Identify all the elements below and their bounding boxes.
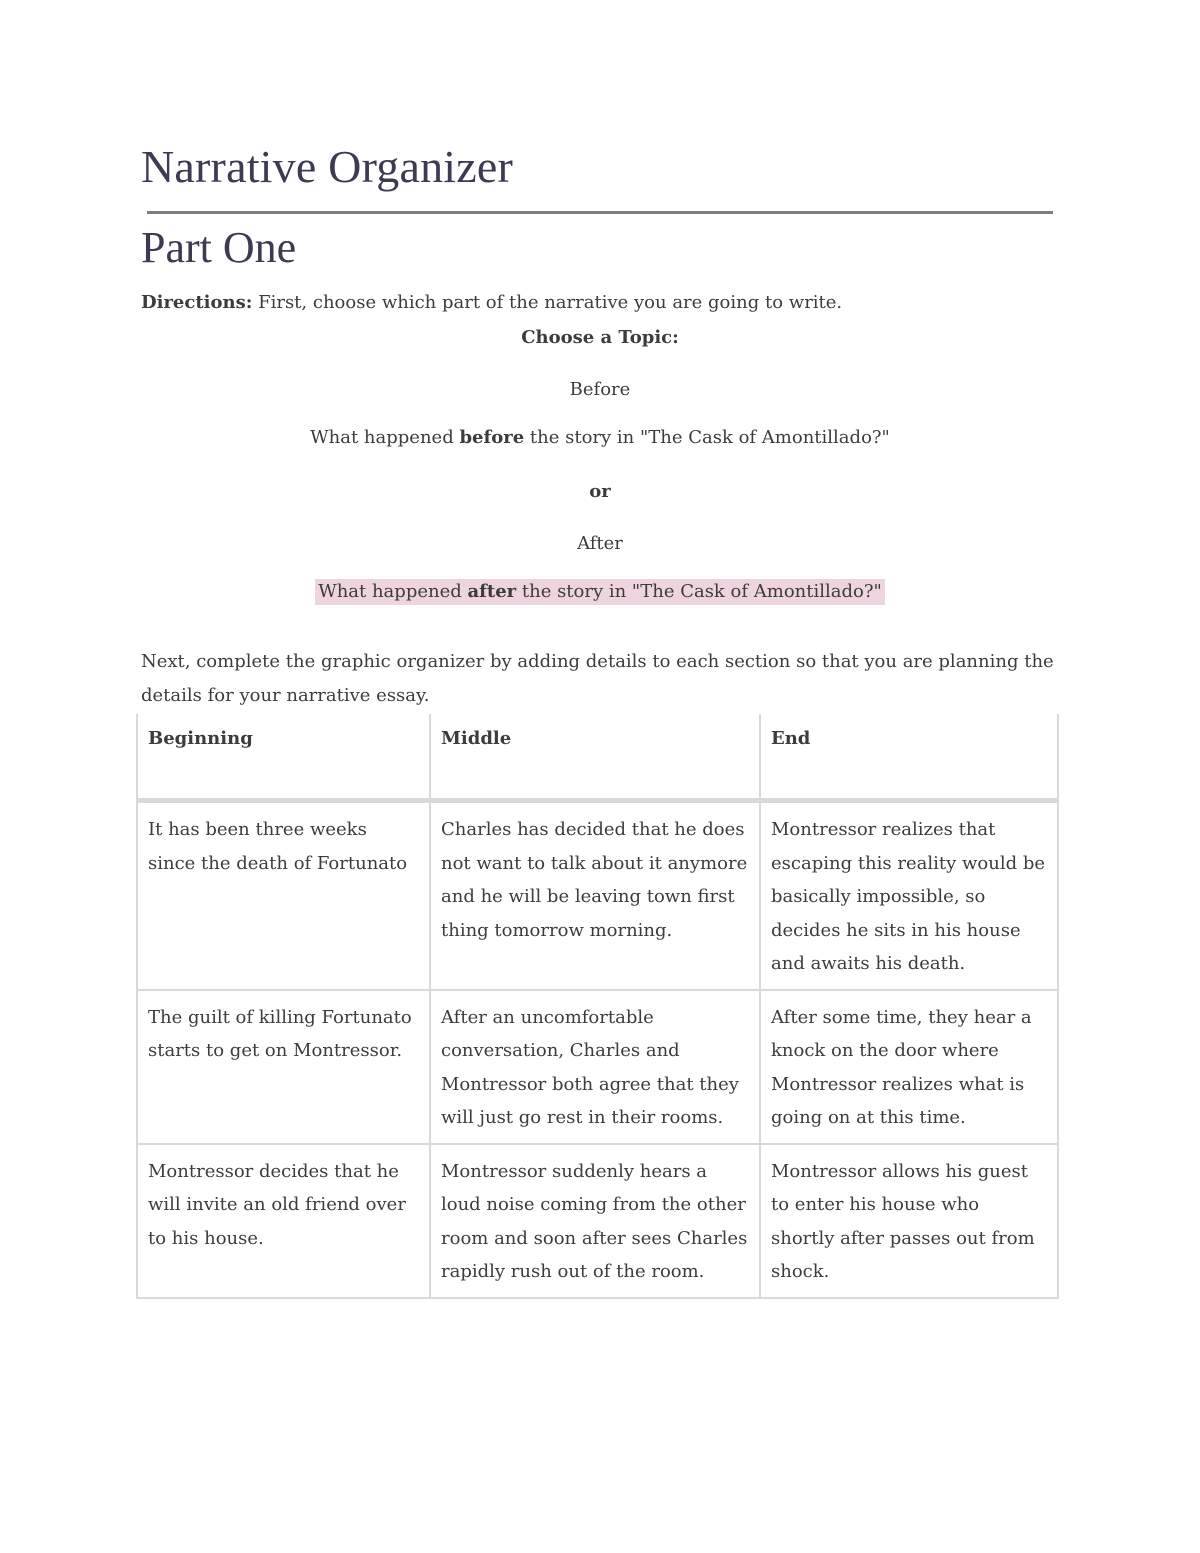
option-after-highlight [315, 579, 885, 605]
table-cell: The guilt of killing Fortunato starts to get on Montressor. [137, 990, 430, 1144]
directions-text: First, choose which part of the narrative you are going to write. [252, 292, 843, 313]
section-heading: Part One [141, 223, 297, 272]
option-after-question-bold: after [467, 581, 517, 602]
next-instructions: Next, complete the graphic organizer by adding details to each section so that you are planning the details for your narrative essay. [141, 651, 1054, 706]
option-before-question-post: the story in "The Cask of Amontillado?" [524, 427, 890, 448]
table-cell: Montressor realizes that escaping this reality would be basically impossible, so decides he sits in his house and awaits his death. [760, 801, 1058, 990]
table-cell: Charles has decided that he does not want to talk about it anymore and he will be leaving town first thing tomorrow morning. [430, 801, 760, 990]
table-cell: It has been three weeks since the death of Fortunato [137, 801, 430, 990]
directions-label: Directions: [141, 292, 253, 313]
header-beginning: Beginning [137, 714, 430, 801]
option-before-question-bold: before [459, 427, 525, 448]
header-end: End [760, 714, 1058, 801]
directions-paragraph [141, 292, 842, 313]
choose-topic-label: Choose a Topic: [521, 327, 679, 348]
option-before-question [0, 427, 1200, 448]
table-row [137, 1144, 1058, 1298]
table-header-row [137, 714, 1058, 801]
table-cell: After some time, they hear a knock on the door where Montressor realizes what is going on at this time. [760, 990, 1058, 1144]
header-middle: Middle [430, 714, 760, 801]
graphic-organizer-table [136, 714, 1059, 1299]
or-separator: or [589, 481, 611, 502]
table-row [137, 801, 1058, 990]
option-after-question [0, 581, 1200, 602]
option-before-label: Before [569, 379, 631, 400]
table-cell: Montressor decides that he will invite an old friend over to his house. [137, 1144, 430, 1298]
table-row [137, 990, 1058, 1144]
option-after-question-post: the story in "The Cask of Amontillado?" [516, 581, 882, 602]
option-after-question-pre: What happened [318, 581, 468, 602]
option-after-label: After [577, 533, 623, 554]
title-divider [147, 211, 1053, 214]
table-cell: After an uncomfortable conversation, Charles and Montressor both agree that they will just go rest in their rooms. [430, 990, 760, 1144]
option-before-question-pre: What happened [310, 427, 460, 448]
table-cell: Montressor allows his guest to enter his house who shortly after passes out from shock. [760, 1144, 1058, 1298]
page-title: Narrative Organizer [141, 141, 514, 192]
table-cell: Montressor suddenly hears a loud noise coming from the other room and soon after sees Charles rapidly rush out of the room. [430, 1144, 760, 1298]
